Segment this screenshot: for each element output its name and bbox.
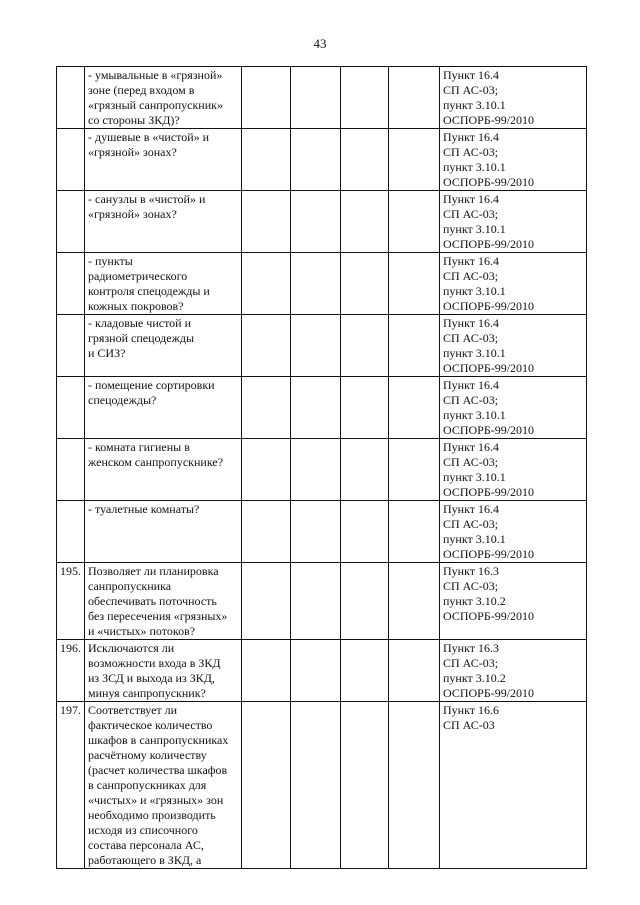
row-number [57, 67, 85, 129]
table-row [57, 129, 587, 191]
row-number [57, 501, 85, 563]
requirement-question: - комната гигиены в женском санпропускнике? [85, 439, 242, 501]
requirement-question: - умывальные в «грязной» зоне (перед входом в «грязный санпропускник» со стороны ЗКД)? [85, 67, 242, 129]
answer-cell [389, 439, 440, 501]
answer-cell [389, 501, 440, 563]
row-number [57, 129, 85, 191]
answer-cell [291, 67, 341, 129]
answer-cell [291, 129, 341, 191]
answer-cell [242, 439, 291, 501]
table-row [57, 253, 587, 315]
answer-cell [242, 253, 291, 315]
row-number [57, 253, 85, 315]
requirement-question: - душевые в «чистой» и «грязной» зонах? [85, 129, 242, 191]
requirement-question: Соответствует ли фактическое количество шкафов в санпропускниках расчётному количеству (расчет количества шкафов в санпропускниках для «чистых» и «грязных» зон необходимо производить исходя из списочного состава персонала АС, работающего в ЗКД, а [85, 702, 242, 869]
regulation-reference: Пункт 16.4 СП АС-03; пункт 3.10.1 ОСПОРБ-99/2010 [440, 129, 587, 191]
answer-cell [389, 563, 440, 640]
regulation-reference: Пункт 16.4 СП АС-03; пункт 3.10.1 ОСПОРБ-99/2010 [440, 377, 587, 439]
page-number: 43 [313, 36, 327, 51]
answer-cell [291, 377, 341, 439]
answer-cell [341, 439, 389, 501]
requirement-question: Исключаются ли возможности входа в ЗКД из ЗСД и выхода из ЗКД, минуя санпропускник? [85, 640, 242, 702]
row-number: 197. [57, 702, 85, 869]
regulation-reference: Пункт 16.4 СП АС-03; пункт 3.10.1 ОСПОРБ-99/2010 [440, 315, 587, 377]
table-row [57, 315, 587, 377]
answer-cell [242, 501, 291, 563]
requirement-question: Позволяет ли планировка санпропускника обеспечивать поточность без пересечения «грязных» и «чистых» потоков? [85, 563, 242, 640]
requirement-question: - санузлы в «чистой» и «грязной» зонах? [85, 191, 242, 253]
answer-cell [291, 191, 341, 253]
answer-cell [341, 377, 389, 439]
answer-cell [389, 129, 440, 191]
row-number: 196. [57, 640, 85, 702]
answer-cell [242, 191, 291, 253]
table-row [57, 501, 587, 563]
regulation-reference: Пункт 16.4 СП АС-03; пункт 3.10.1 ОСПОРБ-99/2010 [440, 67, 587, 129]
answer-cell [242, 377, 291, 439]
requirement-question: - туалетные комнаты? [85, 501, 242, 563]
answer-cell [242, 315, 291, 377]
row-number: 195. [57, 563, 85, 640]
answer-cell [242, 640, 291, 702]
regulation-reference: Пункт 16.4 СП АС-03; пункт 3.10.1 ОСПОРБ-99/2010 [440, 439, 587, 501]
answer-cell [291, 501, 341, 563]
regulation-reference: Пункт 16.3 СП АС-03; пункт 3.10.2 ОСПОРБ-99/2010 [440, 640, 587, 702]
requirement-question: - кладовые чистой и грязной спецодежды и СИЗ? [85, 315, 242, 377]
answer-cell [389, 640, 440, 702]
answer-cell [291, 253, 341, 315]
answer-cell [341, 129, 389, 191]
answer-cell [341, 253, 389, 315]
table-row [57, 702, 587, 869]
regulation-reference: Пункт 16.4 СП АС-03; пункт 3.10.1 ОСПОРБ-99/2010 [440, 191, 587, 253]
table-row [57, 439, 587, 501]
answer-cell [242, 702, 291, 869]
answer-cell [389, 253, 440, 315]
answer-cell [341, 563, 389, 640]
answer-cell [291, 439, 341, 501]
table-row [57, 640, 587, 702]
requirement-question: - помещение сортировки спецодежды? [85, 377, 242, 439]
answer-cell [389, 191, 440, 253]
answer-cell [242, 129, 291, 191]
answer-cell [389, 377, 440, 439]
regulation-reference: Пункт 16.6 СП АС-03 [440, 702, 587, 869]
answer-cell [341, 191, 389, 253]
regulation-reference: Пункт 16.4 СП АС-03; пункт 3.10.1 ОСПОРБ-99/2010 [440, 501, 587, 563]
regulation-reference: Пункт 16.3 СП АС-03; пункт 3.10.2 ОСПОРБ-99/2010 [440, 563, 587, 640]
answer-cell [341, 640, 389, 702]
table-row [57, 377, 587, 439]
table-row [57, 563, 587, 640]
answer-cell [291, 563, 341, 640]
answer-cell [341, 702, 389, 869]
row-number [57, 191, 85, 253]
answer-cell [389, 702, 440, 869]
row-number [57, 377, 85, 439]
checklist-table [56, 66, 587, 869]
row-number [57, 439, 85, 501]
answer-cell [242, 563, 291, 640]
regulation-reference: Пункт 16.4 СП АС-03; пункт 3.10.1 ОСПОРБ-99/2010 [440, 253, 587, 315]
answer-cell [291, 702, 341, 869]
answer-cell [291, 315, 341, 377]
table-row [57, 67, 587, 129]
table-row [57, 191, 587, 253]
answer-cell [242, 67, 291, 129]
answer-cell [389, 315, 440, 377]
answer-cell [341, 315, 389, 377]
requirement-question: - пункты радиометрического контроля спецодежды и кожных покровов? [85, 253, 242, 315]
answer-cell [291, 640, 341, 702]
answer-cell [341, 501, 389, 563]
answer-cell [341, 67, 389, 129]
row-number [57, 315, 85, 377]
answer-cell [389, 67, 440, 129]
